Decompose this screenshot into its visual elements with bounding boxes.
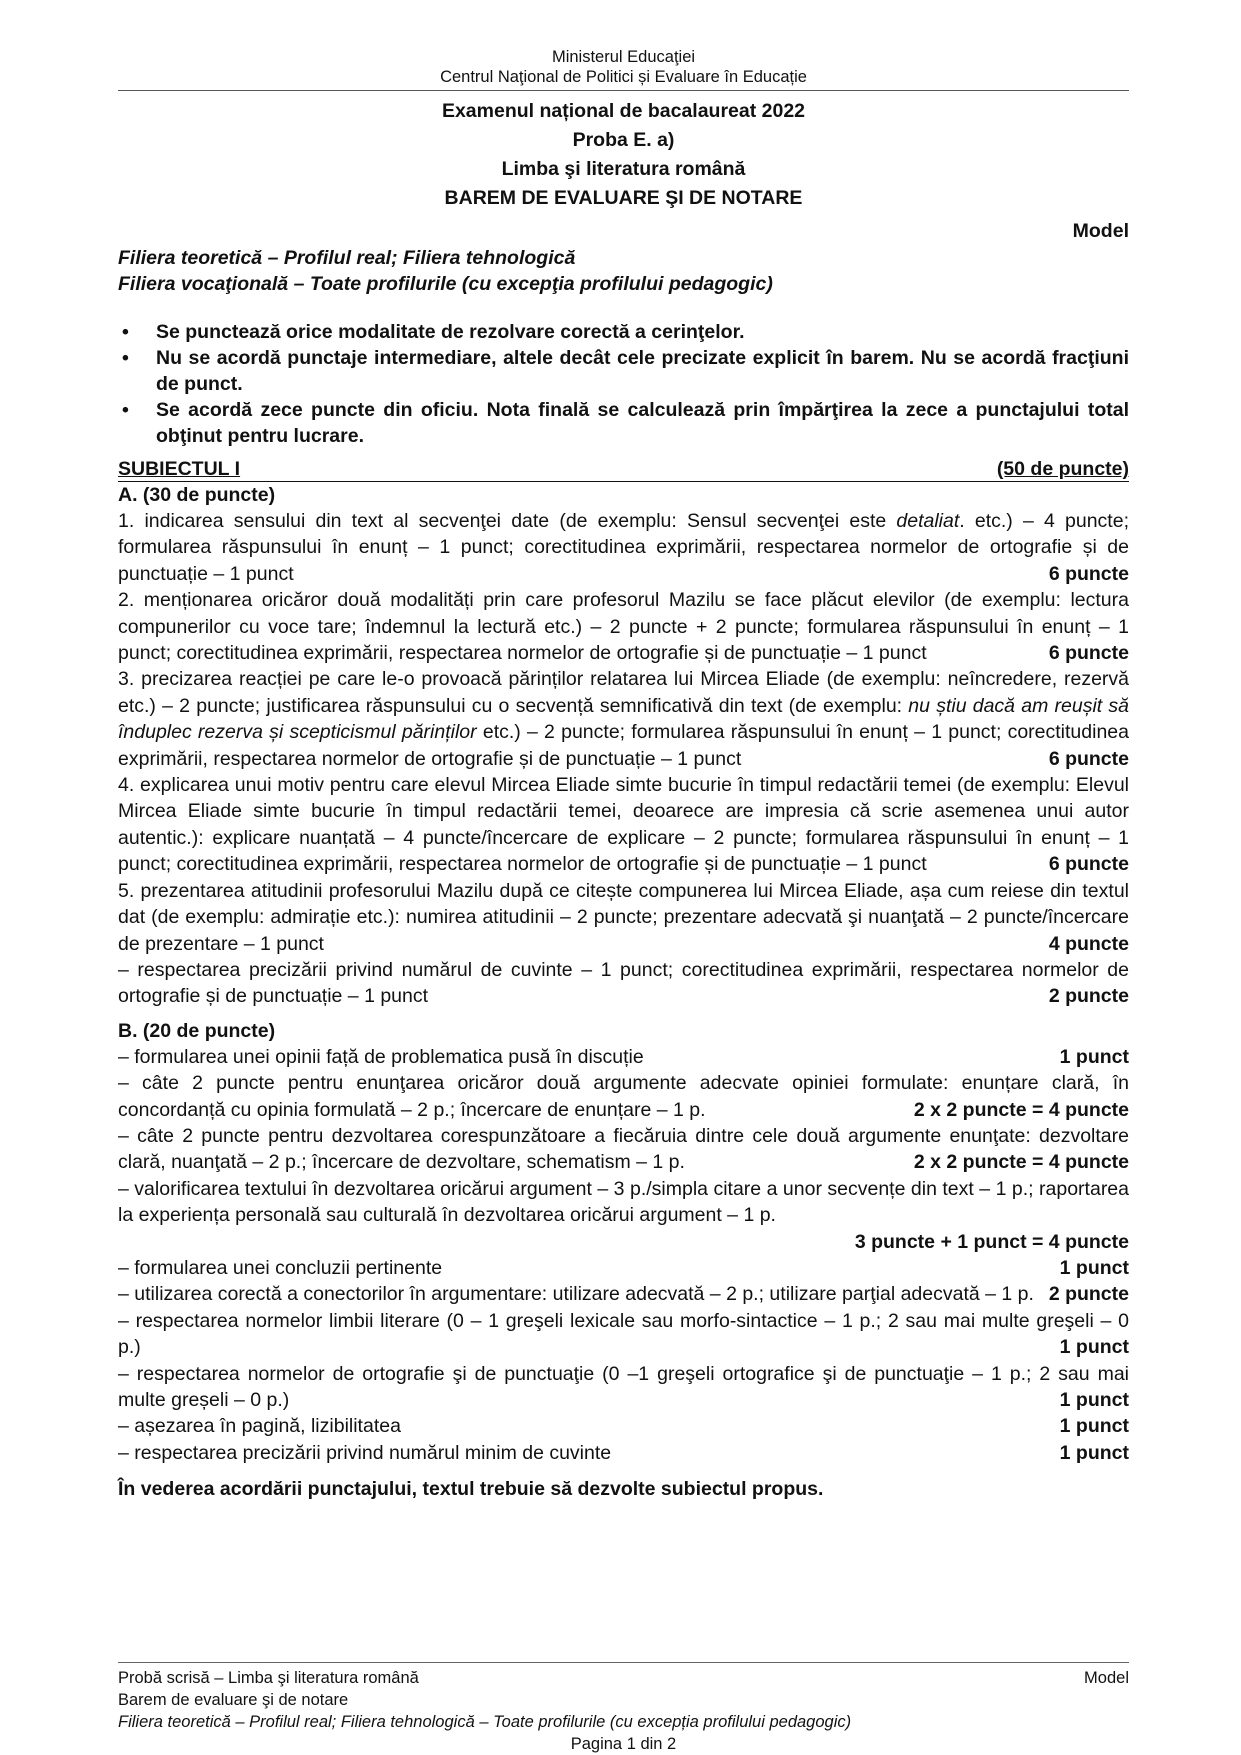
item-points: 2 puncte <box>1048 1283 1129 1306</box>
section-a-items <box>118 508 1129 1010</box>
bullet-icon: • <box>122 321 129 343</box>
model-label: Model <box>1072 220 1129 242</box>
scoring-item: – valorificarea textului în dezvoltarea oricărui argument – 3 p./simpla citare a unor secvențe din text – 1 p.; raportarea la experiența personală sau culturală în dezvoltarea oricărui argument – 1 p. 3 puncte + 1 punct = 4 puncte <box>118 1176 1129 1255</box>
page-number: Pagina 1 din 2 <box>570 1735 677 1753</box>
item-points: 2 puncte <box>1048 985 1129 1008</box>
item-points: 6 puncte <box>1048 642 1129 665</box>
item-points: 2 x 2 puncte = 4 puncte <box>913 1098 1129 1121</box>
scoring-item: – respectarea normelor limbii literare (0 – 1 greşeli lexicale sau morfo-sintactice – 1 p.; 2 sau mai multe greşeli – 0 p.) 1 punct <box>118 1308 1129 1361</box>
section-b-heading: B. (20 de puncte) <box>118 1019 276 1042</box>
barem-title: BAREM DE EVALUARE ŞI DE NOTARE <box>444 187 803 209</box>
example-quote: nu știu dacă am reușit să înduplec rezerva și scepticismul părinților <box>118 694 1129 744</box>
final-note: În vederea acordării punctajului, textul trebuie să dezvolte subiectul propus. <box>118 1478 824 1501</box>
rule-item: • Se punctează orice modalitate de rezolvare corectă a cerinţelor. <box>122 321 745 343</box>
subiect-title: SUBIECTUL I <box>118 458 241 480</box>
subiect-heading <box>118 457 1129 482</box>
item-points: 1 punct <box>1059 1256 1129 1279</box>
general-rules-list <box>118 319 1129 449</box>
item-points: 1 punct <box>1059 1336 1129 1359</box>
item-points: 4 puncte <box>1048 932 1129 955</box>
header-divider <box>118 90 1129 91</box>
page-header <box>118 0 1129 87</box>
center-name: Centrul Naţional de Politici și Evaluare în Educație <box>440 68 807 86</box>
footer-model: Model <box>1084 1669 1129 1687</box>
filiera-block <box>118 245 1129 297</box>
footer-divider <box>118 1662 1129 1663</box>
rule-item: • Nu se acordă punctaje intermediare, altele decât cele precizate explicit în barem. Nu se acordă fracţiuni de punct. <box>122 347 1129 395</box>
scoring-item: – utilizarea corectă a conectorilor în argumentare: utilizare adecvată – 2 p.; utilizare parţial adecvată – 1 p. 2 puncte <box>118 1281 1129 1307</box>
scoring-item: 2. menționarea oricăror două modalități prin care profesorul Mazilu se face plăcut elevilor (de exemplu: lectura compunerilor cu voce tare; îndemnul la lectură etc.) – 2 puncte + 2 puncte; formularea răspunsului în enunț – 1 punct; corectitudinea exprimării, respectarea normelor de ortografie și de punctuație – 1 punct 6 puncte <box>118 587 1129 666</box>
item-points: 6 puncte <box>1048 747 1129 770</box>
page-footer <box>118 1667 1129 1755</box>
item-points: 6 puncte <box>1048 853 1129 876</box>
ministry-name: Ministerul Educaţiei <box>551 48 696 66</box>
scoring-item: – câte 2 puncte pentru dezvoltarea corespunzătoare a fiecăruia dintre cele două argumente enunţate: dezvoltare clară, nuanţată – 2 p.; încercare de dezvoltare, schematism – 1 p. 2 x 2 puncte = 4 puncte <box>118 1123 1129 1176</box>
bullet-icon: • <box>122 347 129 369</box>
bullet-icon: • <box>122 399 129 421</box>
filiera-line-2: Filiera vocaţională – Toate profilurile (cu excepţia profilului pedagogic) <box>118 273 773 295</box>
proba-title: Proba E. a) <box>572 129 675 151</box>
item-points: 2 x 2 puncte = 4 puncte <box>913 1151 1129 1174</box>
scoring-item: 1. indicarea sensului din text al secvenţei date (de exemplu: Sensul secvenţei este detaliat. etc.) – 4 puncte; formularea răspunsului în enunț – 1 punct; corectitudinea exprimării, respectarea normelor de ortografie și de punctuație – 1 punct 6 puncte <box>118 508 1129 587</box>
scoring-item: – respectarea normelor de ortografie şi de punctuaţie (0 –1 greşeli ortografice şi de punctuaţie – 1 p.; 2 sau mai multe greșeli – 0 p.) 1 punct <box>118 1361 1129 1414</box>
subject-title: Limba şi literatura română <box>501 158 746 180</box>
scoring-item: 5. prezentarea atitudinii profesorului Mazilu după ce citește compunerea lui Mircea Eliade, așa cum reiese din textul dat (de exemplu: admirație etc.): numirea atitudinii – 2 puncte; prezentare adecvată şi nuanţată – 2 puncte/încercare de prezentare – 1 punct 4 puncte <box>118 878 1129 957</box>
item-points: 3 puncte + 1 punct = 4 puncte <box>854 1230 1129 1253</box>
document-title <box>118 97 1129 213</box>
footer-exam: Probă scrisă – Limba şi literatura română <box>118 1669 419 1687</box>
item-points: 1 punct <box>1059 1441 1129 1464</box>
scoring-item: 3. precizarea reacției pe care le-o provoacă părinților relatarea lui Mircea Eliade (de exemplu: neîncredere, rezervă etc.) – 2 puncte; justificarea răspunsului cu o secvență semnificativă din text (de exemplu: nu știu dacă am reușit să înduplec rezerva și scepticismul părinților etc.) – 2 puncte; formularea răspunsului în enunț – 1 punct; corectitudinea exprimării, respectarea normelor de ortografie și de punctuație – 1 punct 6 puncte <box>118 666 1129 772</box>
item-points: 1 punct <box>1059 1389 1129 1411</box>
scoring-item: – respectarea precizării privind numărul minim de cuvinte 1 punct <box>118 1440 1129 1466</box>
scoring-item: – câte 2 puncte pentru enunţarea oricăror două argumente adecvate opiniei formulate: enunțare clară, în concordanță cu opinia formulată – 2 p.; încercare de enunțare – 1 p. 2 x 2 puncte = 4 puncte <box>118 1070 1129 1123</box>
item-points: 6 puncte <box>1048 562 1129 585</box>
document-page <box>118 0 1129 1753</box>
rule-item: • Se acordă zece puncte din oficiu. Nota finală se calculează prin împărţirea la zece a punctajului total obţinut pentru lucrare. <box>122 399 1129 447</box>
scoring-item: – respectarea precizării privind numărul de cuvinte – 1 punct; corectitudinea exprimării, respectarea normelor de ortografie și de punctuație – 1 punct 2 puncte <box>118 957 1129 1010</box>
footer-barem: Barem de evaluare şi de notare <box>118 1691 349 1709</box>
subiect-points: (50 de puncte) <box>996 458 1129 480</box>
scoring-item: – formularea unei concluzii pertinente 1 punct <box>118 1255 1129 1281</box>
section-a-heading: A. (30 de puncte) <box>118 484 276 506</box>
section-b-items <box>118 1044 1129 1467</box>
scoring-item: – așezarea în pagină, lizibilitatea 1 punct <box>118 1413 1129 1439</box>
item-points: 1 punct <box>1059 1045 1129 1068</box>
filiera-line-1: Filiera teoretică – Profilul real; Filiera tehnologică <box>118 247 576 269</box>
item-points: 1 punct <box>1059 1415 1129 1438</box>
footer-filiera: Filiera teoretică – Profilul real; Filiera tehnologică – Toate profilurile (cu excepția profilului pedagogic) <box>118 1713 852 1731</box>
scoring-item: 4. explicarea unui motiv pentru care elevul Mircea Eliade simte bucurie în timpul redactării temei (de exemplu: Elevul Mircea Eliade simte bucurie în timpul redactării temei, deoarece are impresia că scrie asemenea unui autor autentic.): explicare nuanțată – 4 puncte/încercare de explicare – 2 puncte; formularea răspunsului în enunț – 1 punct; corectitudinea exprimării, respectarea normelor de ortografie și de punctuație – 1 punct 6 puncte <box>118 772 1129 878</box>
exam-title: Examenul național de bacalaureat 2022 <box>441 100 806 122</box>
example-quote: detaliat <box>896 510 960 532</box>
scoring-item: – formularea unei opinii față de problematica pusă în discuție 1 punct <box>118 1044 1129 1070</box>
